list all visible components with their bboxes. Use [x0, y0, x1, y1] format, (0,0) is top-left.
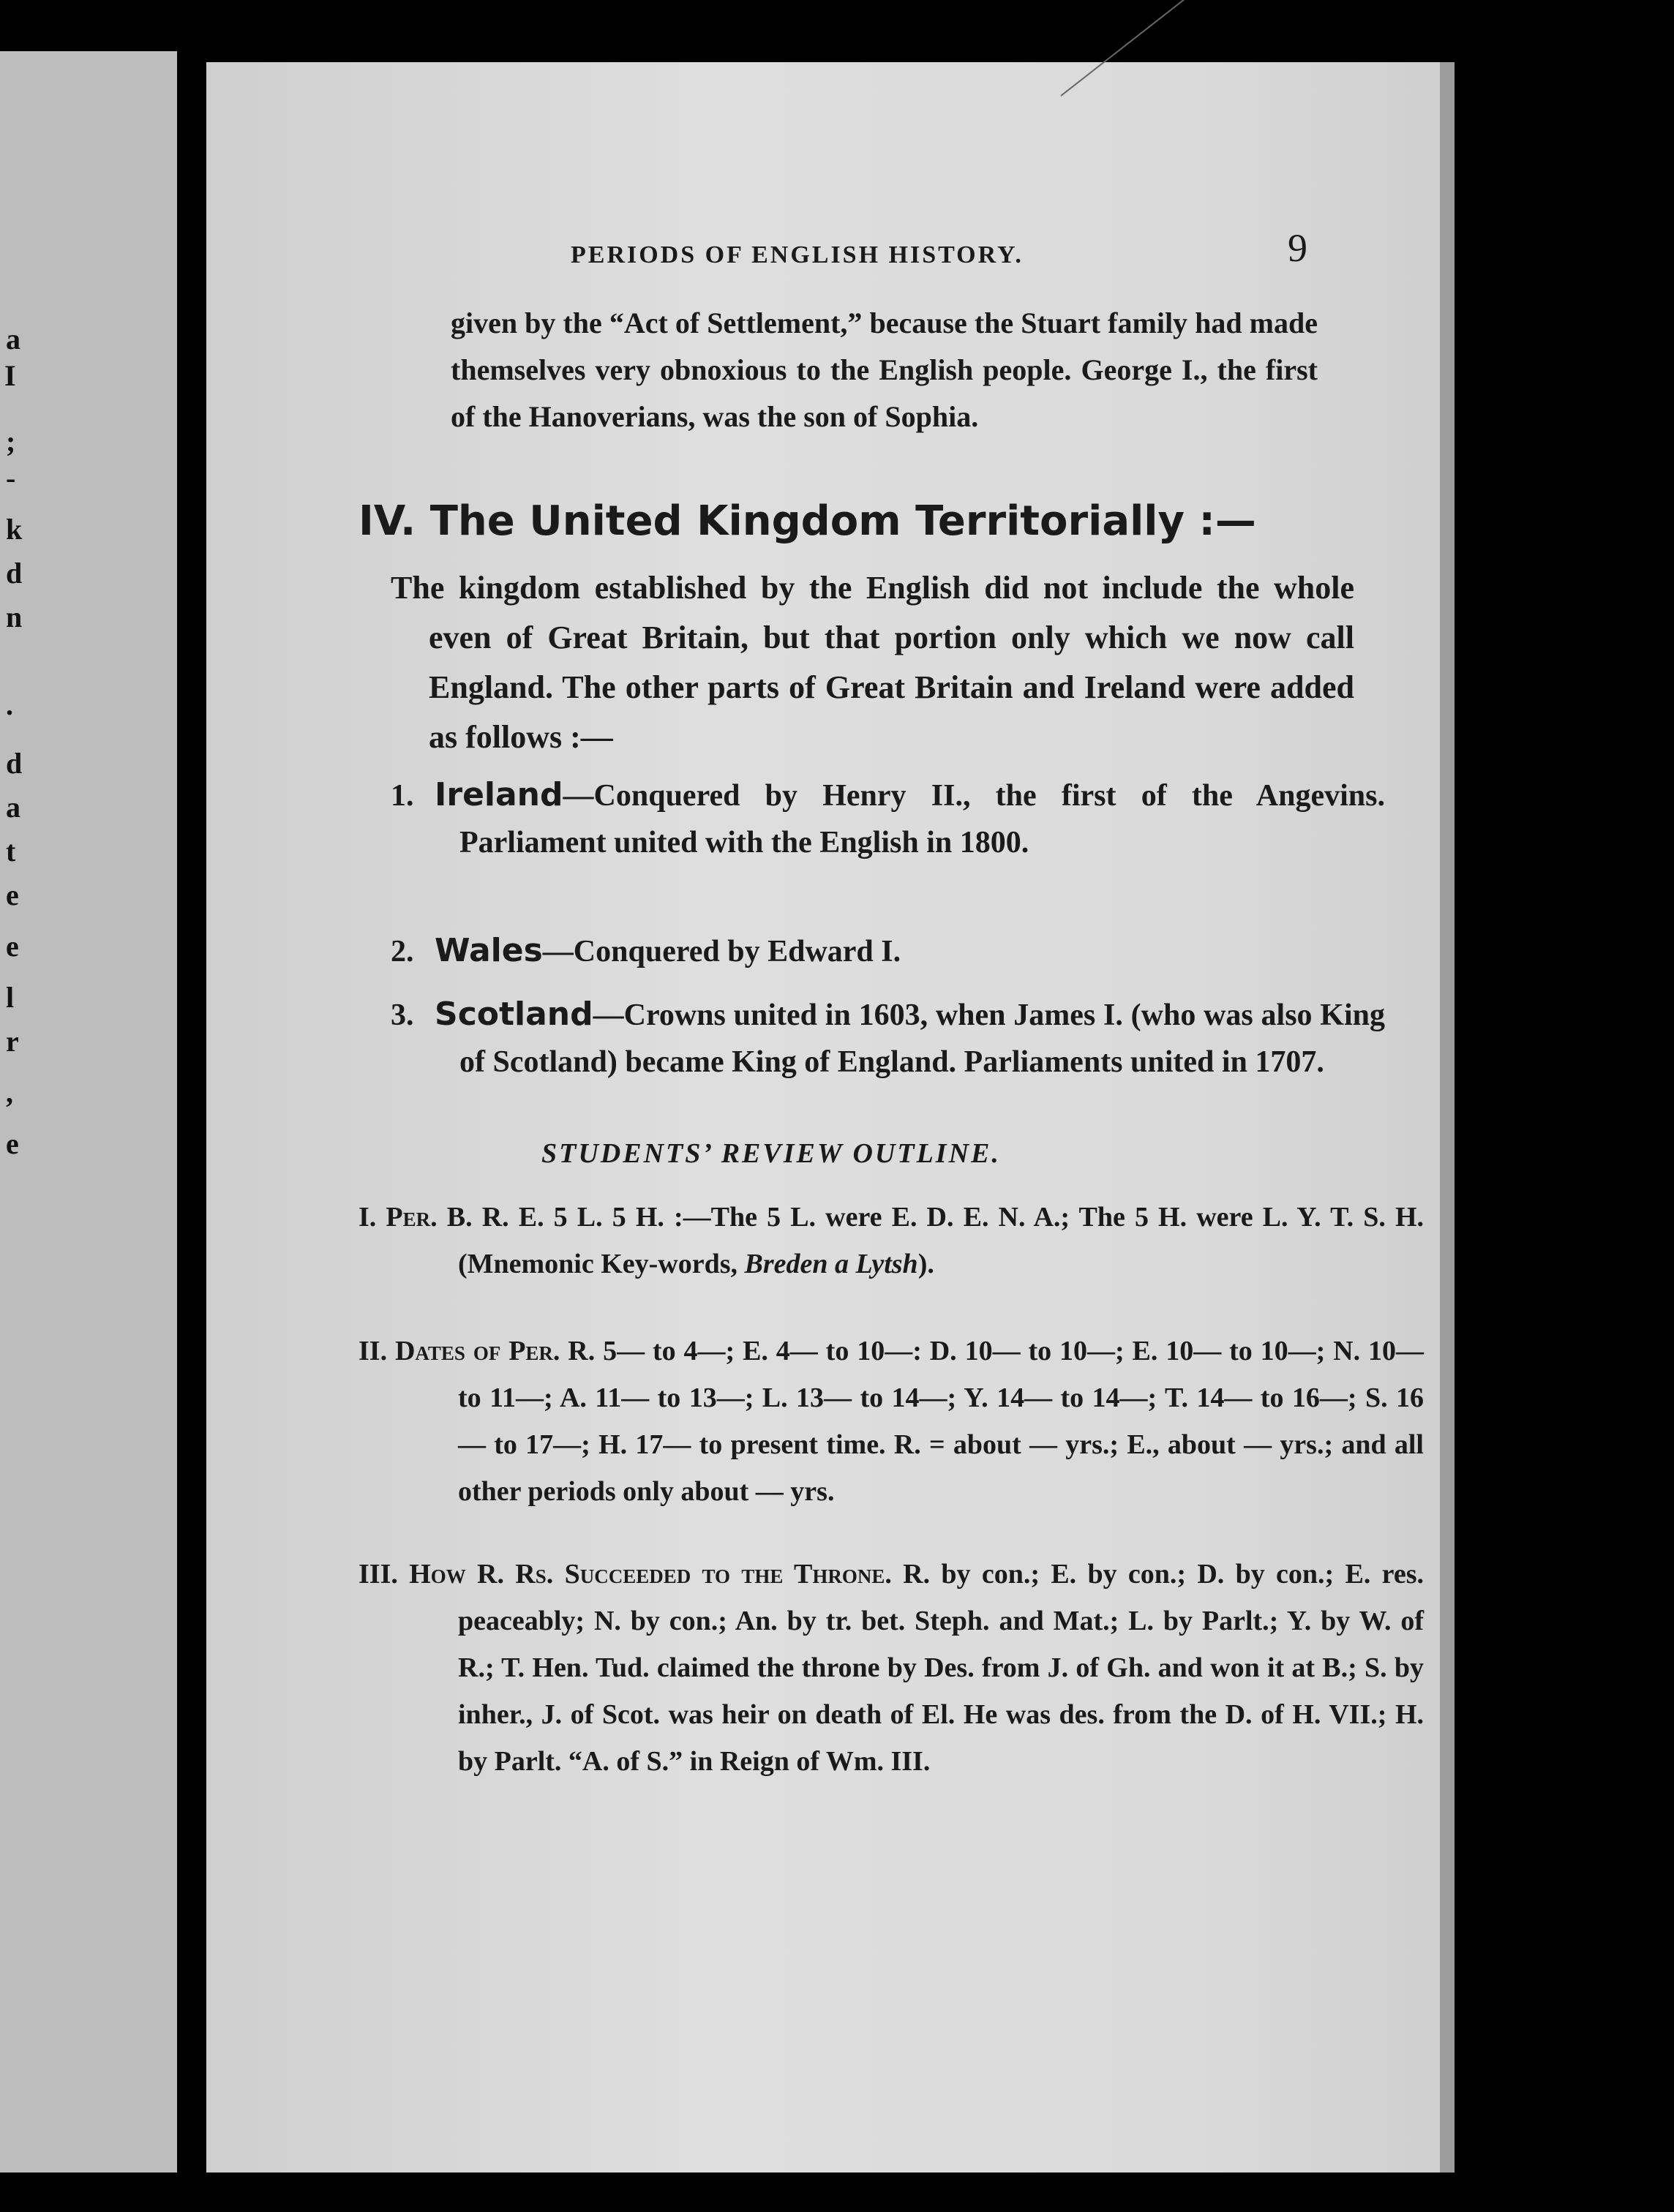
outline-entry [359, 1328, 1424, 1515]
review-title: STUDENTS’ REVIEW OUTLINE. [541, 1138, 1001, 1169]
left-margin-char: k [6, 513, 23, 546]
section-paragraph: The kingdom established by the English did not include the whole even of Great Britain, but that portion only which we now call England. The other parts of Great Britain and Ireland were added as follows :— [391, 570, 1354, 755]
left-margin-char: I [4, 359, 16, 392]
item-term: Ireland [435, 776, 563, 813]
item-term: Wales [435, 932, 543, 969]
left-margin-char: t [6, 835, 16, 868]
outline-text: R. by con.; E. by con.; D. by con.; E. res. peaceably; N. by con.; An. by tr. bet. Steph. and Mat.; L. by Parlt.; Y. by W. of R.; T. Hen. Tud. claimed the throne by Des. from J. of Gh. and won it at B.; S. by inher., J. of Scot. was heir on death of El. He was des. from the D. of H. VII.; H. by Parlt. “A. of S.” in Reign of Wm. III. [458, 1559, 1425, 1777]
outline-text: B. R. E. 5 L. 5 H. :—The 5 L. were E. D. E. N. A.; The 5 H. were L. Y. T. S. H. (Mnemonic Key-words, [437, 1202, 1424, 1279]
left-margin-char: e [6, 879, 19, 911]
page-number: 9 [1288, 226, 1307, 270]
intro-paragraph: given by the “Act of Settlement,” because the Stuart family had made themselves very obnoxious to the English people. George I., the first of the Hanoverians, was the son of Sophia. [451, 306, 1318, 433]
section-heading: IV. The United Kingdom Territorially :— [359, 497, 1256, 545]
outline-italic: Breden a Lytsh [744, 1249, 918, 1279]
book-gutter [177, 51, 206, 2172]
left-margin-char: a [6, 791, 20, 824]
left-margin-char: r [6, 1025, 19, 1058]
page-edge [1440, 62, 1455, 2172]
outline-number: III. [359, 1559, 398, 1590]
item-description: —Conquered by Henry II., the first of the Angevins. Parliament united with the English in 1800. [459, 779, 1385, 859]
outline-number: II. [359, 1336, 388, 1366]
running-title: PERIODS OF ENGLISH HISTORY. [571, 241, 1024, 268]
outline-entry [359, 1551, 1424, 1785]
left-margin-char: d [6, 747, 23, 780]
left-margin-char: e [6, 930, 19, 963]
outline-tail: ). [917, 1249, 934, 1279]
list-item [391, 991, 1385, 1086]
left-margin-char: n [6, 601, 23, 633]
item-description: —Conquered by Edward I. [542, 935, 901, 968]
left-margin-char: e [6, 1127, 19, 1160]
outline-label: Dates of Per. [394, 1336, 560, 1366]
left-margin-char: a [6, 323, 20, 356]
outline-number: I. [359, 1202, 377, 1233]
outline-entry [359, 1194, 1424, 1287]
left-margin-char: - [6, 462, 16, 494]
list-item [391, 772, 1385, 866]
item-number: 1. [391, 779, 414, 813]
left-margin-char: d [6, 557, 23, 590]
list-item [391, 928, 1385, 975]
left-margin-char: , [6, 1076, 13, 1109]
left-margin-char: ; [6, 425, 16, 458]
outline-label: Per. [386, 1202, 438, 1233]
item-term: Scotland [435, 996, 593, 1033]
outline-text: R. 5— to 4—; E. 4— to 10—: D. 10— to 10—; E. 10— to 10—; N. 10— to 11—; A. 11— to 13—; L. 13— to 14—; Y. 14— to 14—; T. 14— to 16—; S. 16— to 17—; H. 17— to present time. R. = about — yrs.; E., about — yrs.; and all other periods only about — yrs. [458, 1336, 1425, 1507]
outline-label: How R. Rs. Succeeded to the Throne. [409, 1559, 892, 1590]
left-margin-char: . [6, 688, 13, 721]
item-number: 3. [391, 998, 414, 1032]
item-description: —Crowns united in 1603, when James I. (who was also King of Scotland) became King of England. Parliaments united in 1707. [459, 998, 1385, 1079]
left-margin-char: l [6, 981, 15, 1014]
left-page-fragment [0, 51, 177, 2172]
item-number: 2. [391, 935, 414, 968]
